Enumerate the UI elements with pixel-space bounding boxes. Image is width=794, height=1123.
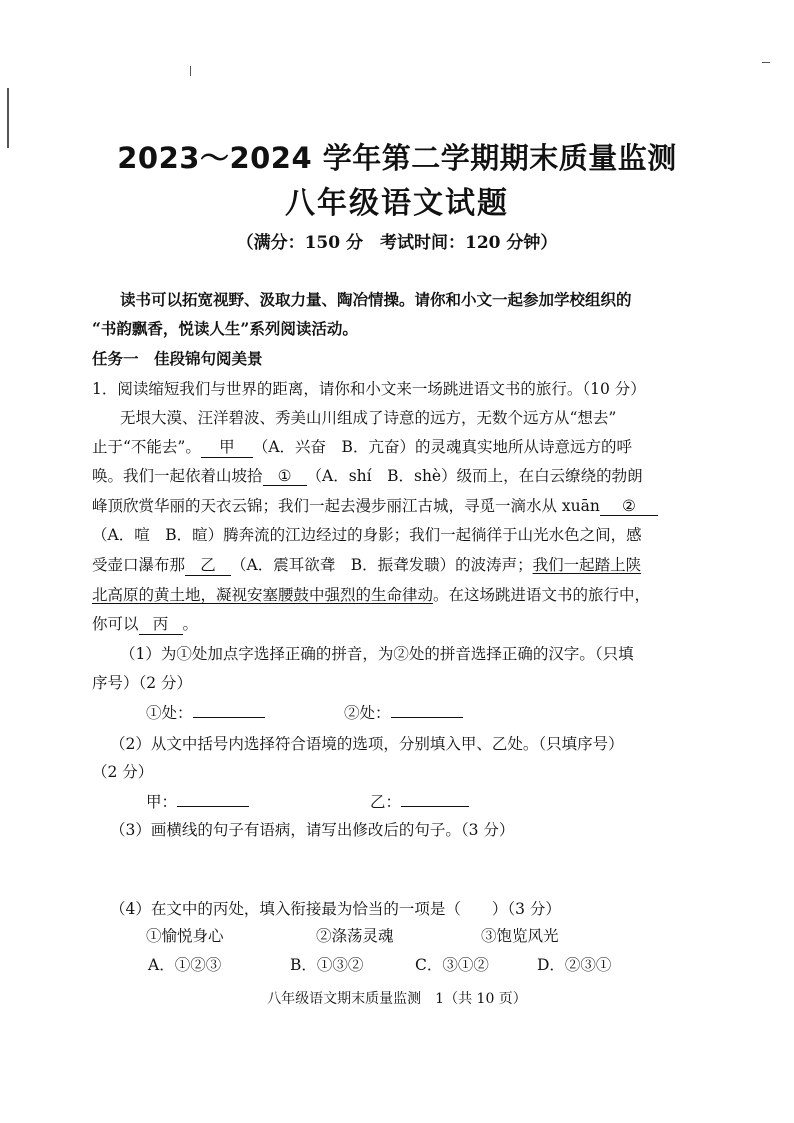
sub2-answer-yi — [370, 790, 469, 812]
passage-text: （A．兴奋 B．亢奋）的灵魂真实地所从诗意远方的呼 — [252, 438, 632, 456]
sub1-line-1: （1）为①处加点字选择正确的拼音，为②处的拼音选择正确的汉字。（只填 — [120, 645, 634, 663]
blank-jia: 甲 — [201, 435, 253, 458]
passage-text: （A．震耳欲聋 B．振聋发聩）的波涛声； — [231, 556, 533, 574]
answer-label: ①处： — [146, 704, 193, 722]
page-footer: 八年级语文期末质量监测 1（共 10 页） — [267, 991, 527, 1007]
q1-stem: 1．阅读缩短我们与世界的距离，请你和小文来一场跳进语文书的旅行。（10 分） — [92, 380, 646, 398]
sub3-answer-area[interactable] — [110, 846, 670, 890]
underlined-sentence: 北高原的黄土地，凝视安塞腰鼓中强烈的生命律动 — [92, 586, 434, 604]
score-time-info: （满分：150 分 考试时间：120 分钟） — [236, 233, 558, 253]
q1-passage-line-7 — [92, 583, 650, 605]
sub4-phrase-3: ③饱览风光 — [481, 927, 559, 945]
exam-title: 2023～2024 学年第二学期期末质量监测 — [117, 141, 677, 175]
sub4-option-a[interactable]: A．①②③ — [148, 956, 222, 974]
blank-bing: 丙 — [139, 612, 183, 635]
passage-text: 峰顶欣赏华丽的天衣云锦；我们一起去漫步丽江古城，寻觅一滴水从 xuān — [92, 497, 600, 515]
sub1-answer-2 — [344, 701, 463, 723]
answer-label: 甲： — [146, 793, 178, 811]
intro-line-1: 读书可以拓宽视野、汲取力量、陶冶情操。请你和小文一起参加学校组织的 — [120, 290, 632, 309]
passage-text: 你可以 — [92, 615, 139, 633]
sub4-phrase-1: ①愉悦身心 — [146, 927, 224, 945]
q1-passage-line-4 — [92, 494, 658, 516]
sub2-line-1: （2）从文中括号内选择符合语境的选项，分别填入甲、乙处。（只填序号） — [110, 735, 624, 753]
sub1-answer-1 — [146, 701, 265, 723]
sub4-option-b[interactable]: B．①③② — [290, 956, 364, 974]
scan-speck — [762, 62, 770, 63]
q1-passage-line-8 — [92, 612, 198, 635]
sub4-option-d[interactable]: D．②③① — [537, 956, 612, 974]
passage-text: 受壶口瀑布那 — [92, 556, 186, 574]
exam-subtitle: 八年级语文试题 — [285, 186, 509, 221]
scan-speck — [190, 66, 191, 76]
answer-blank-yi[interactable] — [401, 790, 469, 807]
blank-yi: 乙 — [185, 553, 231, 576]
sub3-line-1: （3）画横线的句子有语病，请写出修改后的句子。（3 分） — [110, 821, 515, 839]
q1-passage-line-3 — [92, 464, 643, 486]
passage-text: 唤。我们一起依着山坡拾 — [92, 467, 263, 485]
underlined-sentence: 我们一起踏上陕 — [532, 556, 642, 574]
sub4-phrase-2: ②涤荡灵魂 — [316, 927, 394, 945]
sub4-line-1: （4）在文中的丙处，填入衔接最为恰当的一项是（ ）（3 分） — [110, 900, 561, 918]
sub1-line-2: 序号）（2 分） — [92, 674, 193, 692]
passage-text: 。在这场跳进语文书的旅行中， — [433, 586, 651, 604]
answer-blank-jia[interactable] — [177, 790, 249, 807]
q1-passage-line-5: （A．喧 B．暄）腾奔流的江边经过的身影；我们一起徜徉于山光水色之间，感 — [92, 526, 642, 544]
passage-text: （A．shí B．shè）级而上，在白云缭绕的勃朗 — [306, 467, 643, 485]
blank-2: ② — [600, 497, 658, 516]
answer-label: ②处： — [344, 704, 391, 722]
sub2-line-2: （2 分） — [92, 763, 154, 781]
q1-passage-line-2 — [92, 435, 632, 458]
q1-passage-line-1: 无垠大漠、汪洋碧波、秀美山川组成了诗意的远方，无数个远方从“想去” — [120, 409, 617, 427]
sub2-answer-jia — [146, 790, 249, 812]
answer-label: 乙： — [370, 793, 402, 811]
q1-passage-line-6 — [92, 553, 641, 576]
blank-1: ① — [263, 467, 307, 486]
intro-line-2: “书韵飘香，悦读人生”系列阅读活动。 — [92, 319, 358, 338]
sub4-option-c[interactable]: C．③①② — [415, 956, 489, 974]
task1-heading: 任务一 佳段锦句阅美景 — [92, 349, 263, 368]
answer-blank-1[interactable] — [193, 701, 265, 718]
passage-text: 止于“不能去”。 — [92, 438, 201, 456]
passage-text: 。 — [182, 615, 199, 633]
answer-blank-2[interactable] — [391, 701, 463, 718]
